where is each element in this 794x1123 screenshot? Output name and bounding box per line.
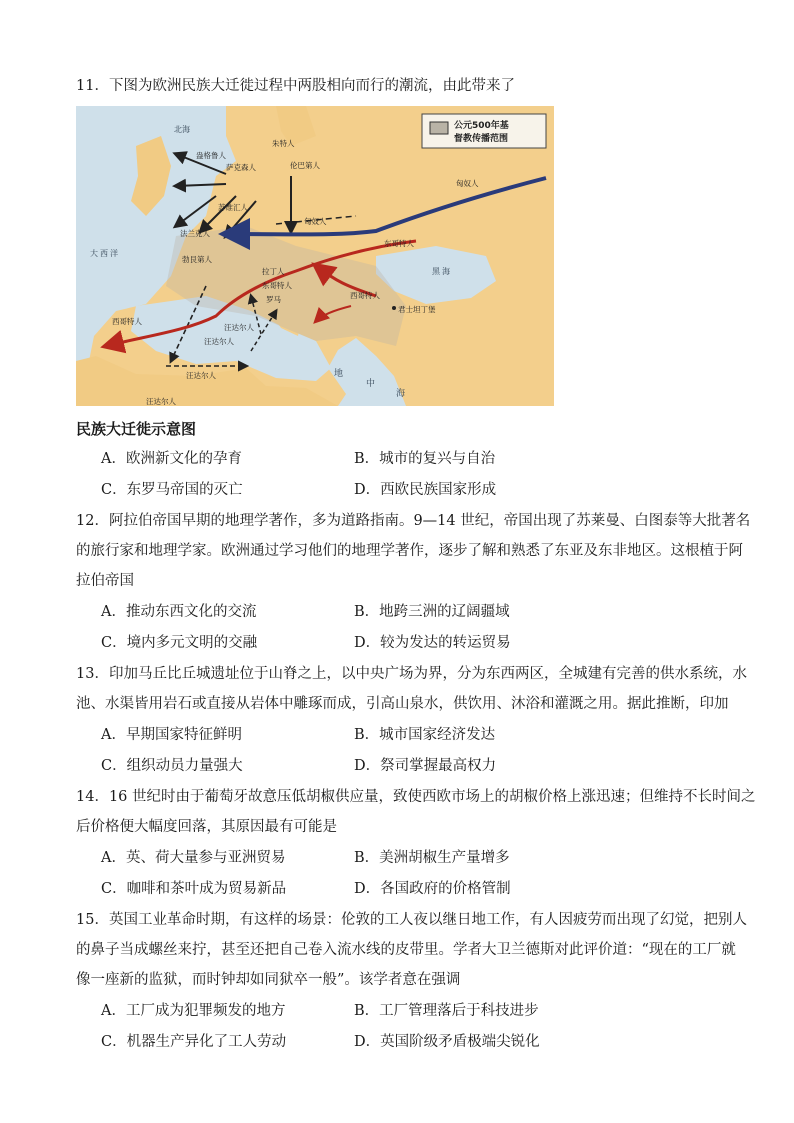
label-qiaotu: 朱特人: [272, 139, 295, 148]
q15-option-c: C．机器生产异化了工人劳动: [101, 1034, 287, 1050]
label-anggelu: 盎格鲁人: [196, 151, 226, 160]
q13-stem-line-2: 池、水渠皆用岩石或直接从岩体中雕琢而成，引高山泉水，供饮用、沐浴和灌溉之用。据此推断，印加: [76, 696, 729, 712]
label-dongge: 东哥特人: [384, 239, 414, 248]
map-caption: 民族大迁徙示意图: [76, 420, 197, 438]
q12-stem-line-2: 的旅行家和地理学家。欧洲通过学习他们的地理学著作，逐步了解和熟悉了东亚及东非地区。这根植于阿: [76, 543, 743, 559]
q15-stem-line-1: 15．英国工业革命时期，有这样的场景：伦敦的工人夜以继日地工作，有人因疲劳而出现了幻觉，把别人: [76, 912, 747, 928]
legend-text-2: 督教传播范围: [454, 134, 509, 144]
label-daxiyang-2: 西: [100, 249, 108, 258]
q15-stem-line-3: 像一座新的监狱，而时钟却如同狱卒一般”。该学者意在强调: [76, 972, 461, 988]
label-xige-w: 西哥特人: [112, 317, 142, 326]
q13-option-c: C．组织动员力量强大: [101, 758, 243, 774]
label-dizhonghai-1: 地: [334, 369, 344, 379]
migration-map: [76, 106, 554, 406]
q15-option-a: A．工厂成为犯罪频发的地方: [101, 1003, 286, 1019]
q14-stem-line-1: 14．16 世纪时由于葡萄牙故意压低胡椒供应量，致使西欧市场上的胡椒价格上涨迅速；但维持不长时间之: [76, 789, 756, 805]
label-lunbadi: 伦巴第人: [290, 161, 320, 170]
q12-option-a: A．推动东西文化的交流: [101, 604, 257, 620]
q14-option-b: B．美洲胡椒生产量增多: [354, 850, 510, 866]
label-wandaer2: 汪达尔人: [186, 371, 216, 380]
q13-option-d: D．祭司掌握最高权力: [354, 758, 497, 774]
label-luoma: 罗马: [266, 295, 281, 304]
constantinople-dot: [392, 306, 396, 310]
q13-option-a: A．早期国家特征鲜明: [101, 727, 242, 743]
label-wangdaer: 汪达尔人: [224, 323, 254, 332]
q14-option-a: A．英、荷大量参与亚洲贸易: [101, 850, 286, 866]
label-sakesen: 萨克森人: [226, 163, 256, 172]
label-wandaer1: 汪达尔人: [204, 337, 234, 346]
label-luoma2: 勃艮第人: [182, 255, 212, 264]
label-wandaer3: 汪达尔人: [146, 397, 176, 406]
label-xige-e: 西哥特人: [350, 291, 380, 300]
label-junshitanding: 君士坦丁堡: [398, 305, 436, 314]
q13-option-b: B．城市国家经济发达: [354, 727, 496, 743]
label-yingnu-e: 匈奴人: [456, 179, 479, 188]
q14-stem-line-2: 后价格便大幅度回落，其原因最有可能是: [76, 819, 337, 835]
legend-text-1: 公元500年基: [454, 121, 509, 131]
label-heihai-2: 海: [442, 267, 450, 276]
q12-stem-line-1: 12．阿拉伯帝国早期的地理学著作，多为道路指南。9—14 世纪，帝国出现了苏莱曼、白图泰等大批著名: [76, 513, 751, 529]
q11-option-d: D．西欧民族国家形成: [354, 482, 497, 498]
label-dongge2: 东哥特人: [262, 281, 292, 290]
label-daxiyang-1: 大: [90, 249, 98, 258]
label-yingnu-w: 匈奴人: [304, 217, 327, 226]
q12-option-d: D．较为发达的转运贸易: [354, 635, 511, 651]
label-heihai-1: 黑: [432, 267, 440, 276]
label-beihai: 北海: [174, 125, 190, 134]
q11-option-c: C．东罗马帝国的灭亡: [101, 482, 243, 498]
q15-option-b: B．工厂管理落后于科技进步: [354, 1003, 539, 1019]
label-dizhonghai-3: 海: [396, 389, 406, 399]
q14-option-d: D．各国政府的价格管制: [354, 881, 511, 897]
q14-option-c: C．咖啡和茶叶成为贸易新品: [101, 881, 287, 897]
label-sanxia: 苏维汇人: [218, 203, 248, 212]
label-falanke: 法兰克人: [180, 229, 210, 238]
q11-option-a: A．欧洲新文化的孕育: [101, 451, 242, 467]
legend-swatch: [430, 122, 448, 134]
q15-option-d: D．英国阶级矛盾极端尖锐化: [354, 1034, 540, 1050]
q12-stem-line-3: 拉伯帝国: [76, 573, 134, 589]
q12-option-c: C．境内多元文明的交融: [101, 635, 258, 651]
label-daxiyang-3: 洋: [110, 249, 118, 258]
q12-option-b: B．地跨三洲的辽阔疆域: [354, 604, 510, 620]
q11-option-b: B．城市的复兴与自治: [354, 451, 496, 467]
q11-stem: 11．下图为欧洲民族大迁徙过程中两股相向而行的潮流，由此带来了: [76, 78, 515, 94]
label-dizhonghai-2: 中: [366, 379, 376, 389]
q13-stem-line-1: 13．印加马丘比丘城遗址位于山脊之上，以中央广场为界，分为东西两区，全城建有完善的供水系统，水: [76, 666, 747, 682]
label-lading: 拉丁人: [262, 267, 285, 276]
q15-stem-line-2: 的鼻子当成螺丝来拧，甚至还把自己卷入流水线的皮带里。学者大卫兰德斯对此评价道：“现在的工厂就: [76, 942, 736, 958]
